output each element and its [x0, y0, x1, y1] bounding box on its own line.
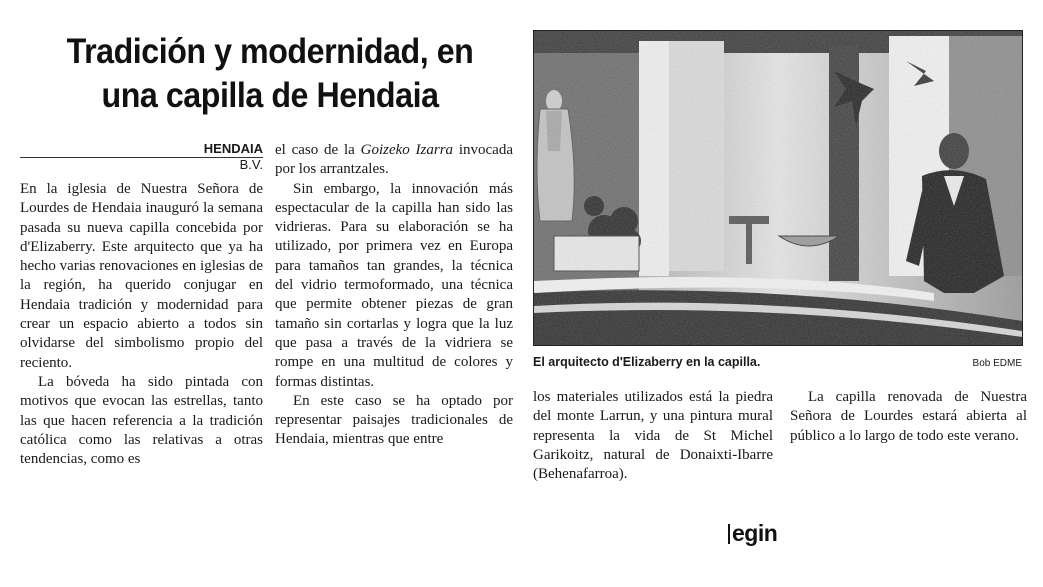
col1-paragraph-2: La bóveda ha sido pintada con motivos que evocan las estrellas, tanto las que hacen referencia a la tradición católica como las relativas a otras tendencias, como es — [20, 373, 263, 468]
col2-p1-before: el caso de la — [275, 142, 361, 158]
col2-paragraph-3: En este caso se ha optado por representar paisajes tradicionales de Hendaia, mientras que entre — [275, 392, 513, 448]
goizeko-izarra-italic: Goizeko Izarra — [360, 142, 454, 158]
col2-p1-after: invocada por los arrantzales. — [275, 142, 513, 178]
logo-text: egin — [732, 520, 778, 546]
byline-author: B.V. — [239, 157, 263, 172]
column-2 — [275, 141, 513, 450]
chapel-photo — [533, 30, 1023, 346]
headline — [40, 30, 500, 118]
col4-paragraph-1: La capilla renovada de Nuestra Señora de Lourdes estará abierta al público a lo largo de todo este verano. — [790, 389, 1027, 444]
byline-place: HENDAIA — [203, 141, 263, 156]
col3-paragraph-1: los materiales utilizados está la piedra del monte Larrun, y una pintura mural representa la vida de St Michel Garikoitz, natural de Donaixti-Ibarre (Behenafarroa). — [533, 389, 773, 483]
headline-line-2: una capilla de Hendaia — [101, 76, 439, 115]
photo-credit: Bob EDME — [972, 358, 1022, 369]
col2-paragraph-1 — [275, 141, 513, 180]
col1-paragraph-1: En la iglesia de Nuestra Señora de Lourdes de Hendaia inauguró la semana pasada su nueva capilla concebida por d'Elizaberry. Este arquitecto que ya ha hecho varias renovaciones en iglesias de la región, ha querido conjugar en Hendaia tradición y modernidad para crear un espacio abierto a todos sin olvidarse del simbolismo propio del reciento. — [20, 181, 263, 371]
column-4 — [790, 388, 1027, 446]
headline-line-1: Tradición y modernidad, en — [66, 32, 474, 71]
photo-illustration — [534, 31, 1022, 345]
egin-logo — [728, 520, 777, 547]
logo-bar — [728, 524, 730, 544]
photo-caption: El arquitecto d'Elizaberry en la capilla. — [533, 355, 761, 369]
byline — [20, 141, 263, 173]
column-3 — [533, 388, 773, 484]
column-1 — [20, 180, 263, 469]
col2-paragraph-2: Sin embargo, la innovación más espectacular de la capilla han sido las vidrieras. Para su elaboración se ha utilizado, por primera vez en Europa para tamaños tan grandes, la técnica del vidrio termoformado, una técnica que permite obtener piezas de gran tamaño sin cortarlas y logra que la luz que pasa a través de la vidriera se rompe en una multitud de colores y formas distintas. — [275, 180, 513, 390]
